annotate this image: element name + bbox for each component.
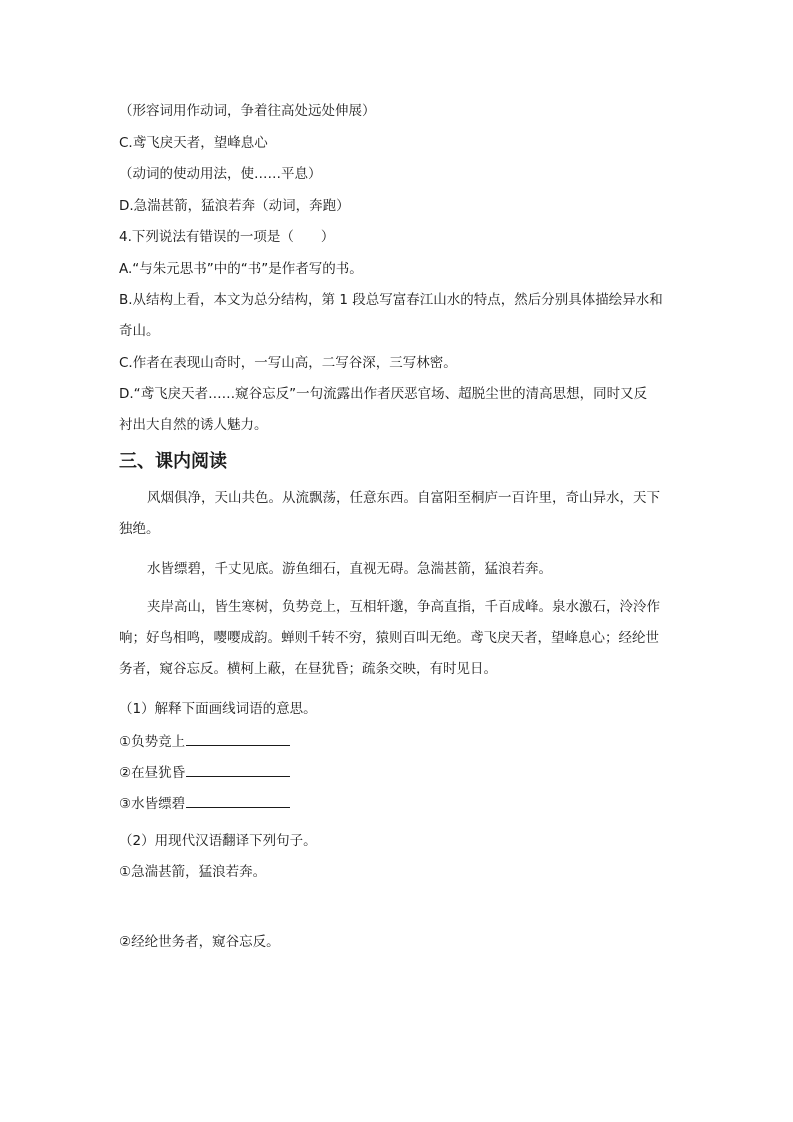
answer-blank[interactable] — [186, 793, 290, 808]
question-4-option-d: D.“鸢飞戾天者……窥谷忘反”一句流露出作者厌恶官场、超脱尘世的清高思想，同时又反 — [119, 386, 648, 402]
sub-question-1-item — [119, 731, 290, 752]
passage-paragraph-1-cont: 独绝。 — [119, 521, 160, 537]
question-4-option-a: A.“与朱元思书”中的“书”是作者写的书。 — [119, 261, 363, 277]
question-4-option-b-cont: 奇山。 — [119, 323, 160, 339]
answer-blank[interactable] — [186, 731, 290, 746]
passage-paragraph-1: 风烟俱净，天山共色。从流飘荡，任意东西。自富阳至桐庐一百许里，奇山异水，天下 — [147, 490, 660, 506]
sub-question-2: （2）用现代汉语翻译下列句子。 — [119, 833, 317, 849]
sub-question-1-item — [119, 762, 290, 783]
section-heading: 三、课内阅读 — [119, 451, 227, 472]
item-label: ①负势竞上 — [119, 734, 186, 750]
option-c-line: C.鸢飞戾天者，望峰息心 — [119, 135, 268, 151]
question-4-option-d-cont: 衬出大自然的诱人魅力。 — [119, 417, 268, 433]
item-label: ③水皆缥碧 — [119, 796, 186, 812]
sub-question-1-item — [119, 793, 290, 814]
sub-question-2-item: ②经纶世务者，窥谷忘反。 — [119, 934, 280, 950]
option-d-line: D.急湍甚箭，猛浪若奔（动词，奔跑） — [119, 198, 350, 214]
question-4-option-c: C.作者在表现山奇时，一写山高，二写谷深，三写林密。 — [119, 355, 457, 371]
sub-question-1: （1）解释下面画线词语的意思。 — [119, 701, 317, 717]
answer-blank[interactable] — [186, 762, 290, 777]
passage-paragraph-3-cont: 响；好鸟相鸣，嘤嘤成韵。蝉则千转不穷，猿则百叫无绝。鸢飞戾天者，望峰息心；经纶世 — [119, 630, 659, 646]
answer-note-line: （形容词用作动词，争着往高处远处伸展） — [119, 103, 376, 119]
sub-question-2-item: ①急湍甚箭，猛浪若奔。 — [119, 864, 267, 880]
item-label: ②在昼犹昏 — [119, 765, 186, 781]
question-4: 4.下列说法有错误的一项是（ ） — [119, 229, 335, 245]
question-4-option-b: B.从结构上看，本文为总分结构，第 1 段总写富春江山水的特点，然后分别具体描绘异水和 — [119, 292, 663, 308]
answer-note-line: （动词的使动用法，使……平息） — [119, 166, 322, 182]
passage-paragraph-3-cont: 务者，窥谷忘反。横柯上蔽，在昼犹昏；疏条交映，有时见日。 — [119, 661, 497, 677]
passage-paragraph-3: 夹岸高山，皆生寒树，负势竞上，互相轩邈，争高直指，千百成峰。泉水激石，泠泠作 — [147, 599, 660, 615]
passage-paragraph-2: 水皆缥碧，千丈见底。游鱼细石，直视无碍。急湍甚箭，猛浪若奔。 — [147, 561, 552, 577]
